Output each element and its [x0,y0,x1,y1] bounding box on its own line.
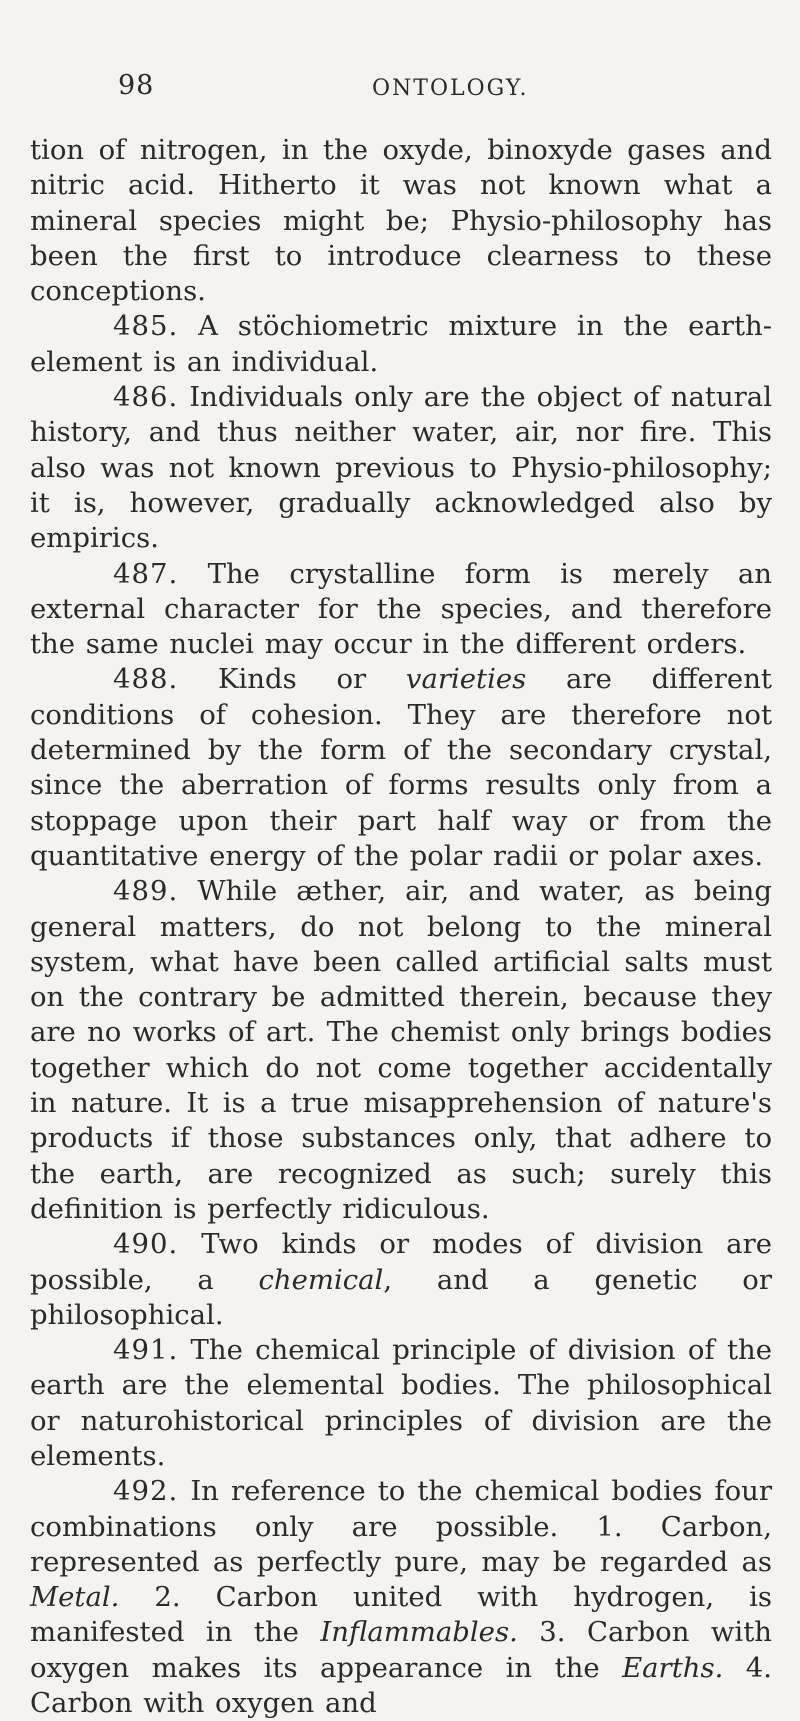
italic-term: Inflammables. [320,1616,518,1649]
paragraph-continuation [30,133,772,309]
paragraph-text: 2. Carbon united with hydrogen, is manifested in the [30,1581,772,1649]
paragraph-text: Individuals only are the object of natural history, and thus neither water, air, nor fire. This also was not known previous to Physio-philosophy; it is, however, gradually acknowledged also by empirics. [30,381,772,555]
paragraph-491 [30,1333,772,1474]
paragraph-485 [30,309,772,380]
paragraph-text: 4. Carbon with oxygen and [30,1651,773,1720]
body-text [30,133,772,1721]
paragraph-text: The chemical principle of division of the earth are the elemental bodies. The philosophical or naturohistorical principles of division are the elements. [30,1334,772,1472]
paragraph-text: 3. Carbon with oxygen makes its appearance in the [30,1616,772,1684]
paragraph-486 [30,380,772,556]
running-head: ONTOLOGY. [372,76,529,101]
paragraph-text: The crystalline form is merely an external character for the species, and therefore the same nuclei may occur in the different orders. [30,557,772,661]
paragraph-488 [30,662,772,874]
paragraph-text: While æther, air, and water, as being general matters, do not belong to the mineral system, what have been called artificial salts must on the contrary be admitted therein, because they are no works of art. The chemist only brings bodies together which do not come together accidentally in nature. It is a true misapprehension of nature's products if those substances only, that adhere to the earth, are recognized as such; surely this definition is perfectly ridiculous. [30,875,772,1225]
paragraph-number: 491. [113,1334,179,1367]
paragraph-487 [30,557,772,663]
paragraph-text: tion of nitrogen, in the oxyde, binoxyde gases and nitric acid. Hitherto it was not known what a mineral species might be; Physio-philosophy has been the first to introduce clearness to these conceptions. [30,134,772,308]
paragraph-489 [30,874,772,1227]
paragraph-text: are different conditions of cohesion. They are therefore not determined by the form of the secondary crystal, since the aberration of forms results only from a stoppage upon their part half way or from the quantitative energy of the polar radii or polar axes. [30,663,772,872]
page-number: 98 [118,70,155,101]
italic-term: Earths. [622,1651,724,1684]
paragraph-number: 487. [113,557,179,590]
paragraph-number: 488. [113,663,179,696]
paragraph-492 [30,1474,772,1721]
paragraph-text: A stöchiometric mixture in the earth-element is an individual. [30,310,772,378]
italic-term: Metal. [30,1581,120,1614]
paragraph-490 [30,1227,772,1333]
paragraph-text: , and a genetic or philosophical. [30,1263,772,1331]
paragraph-number: 485. [113,310,179,343]
paragraph-number: 489. [113,875,179,908]
paragraph-text: In reference to the chemical bodies four combinations only are possible. 1. Carbon, represented as perfectly pure, may be regarded as [30,1475,772,1578]
paragraph-number: 490. [113,1228,179,1261]
italic-term: chemical [258,1263,384,1296]
paragraph-text: Kinds or [217,663,367,696]
paragraph-number: 486. [113,381,179,414]
paragraph-text: Two kinds or modes of division are possible, a [30,1228,772,1296]
paragraph-number: 492. [113,1475,179,1508]
italic-term: varieties [405,663,527,696]
